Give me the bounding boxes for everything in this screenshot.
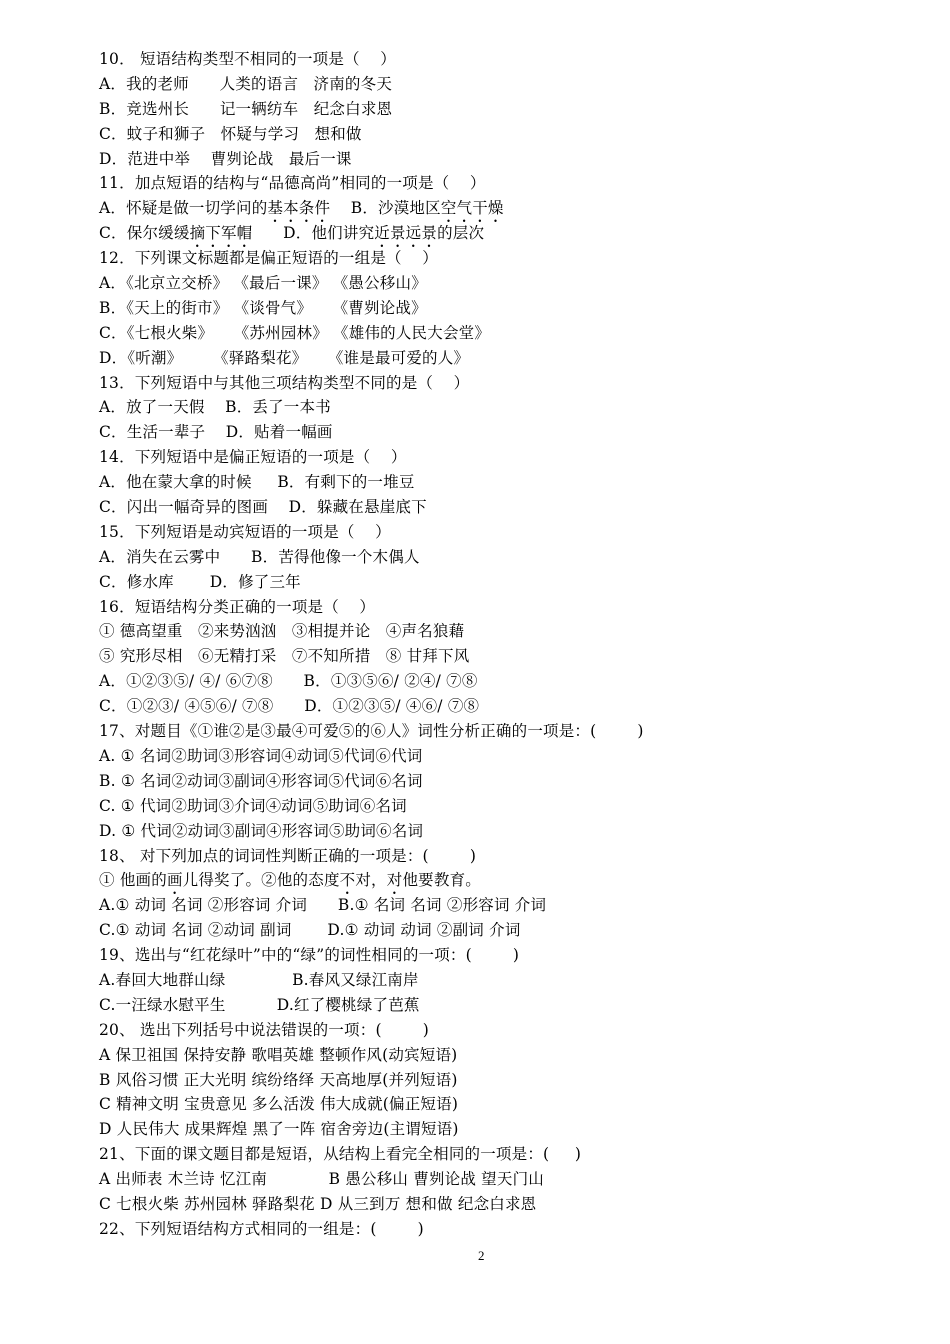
- text-segment: 他要教育。: [402, 871, 481, 890]
- text-segment: 儿得奖了。②他的态度: [182, 871, 340, 890]
- text-line: A 保卫祖国 保持安静 歌唱英雄 整顿作风(动宾短语): [99, 1045, 458, 1064]
- text-line: A．消失在云雾中 B．苦得他像一个木偶人: [99, 547, 420, 566]
- text-segment: ① 他画的: [99, 871, 167, 890]
- text-line: B．《天上的街市》 《谈骨气》 《曹刿论战》: [99, 298, 427, 317]
- text-line: C．修水库 D．修了三年: [99, 572, 301, 591]
- text-segment: D．他们讲究: [252, 224, 375, 243]
- document-body: [99, 47, 899, 1242]
- text-line: 17、对题目《①谁②是③最④可爱⑤的⑥人》词性分析正确的一项是：( ): [99, 722, 644, 741]
- text-line: 18、 对下列加点的词词性判断正确的一项是：( ): [99, 846, 477, 865]
- text-segment: 对，: [355, 871, 387, 890]
- emphasized-phrase: 摘下军帽: [189, 224, 253, 243]
- text-line: A 出师表 木兰诗 忆江南 B 愚公移山 曹刿论战 望天门山: [99, 1170, 544, 1189]
- text-line: C．生活一辈子 D．贴着一幅画: [99, 423, 333, 442]
- text-line: A．他在蒙大拿的时候 B．有剩下的一堆豆: [99, 473, 415, 492]
- text-line: D．《听潮》 《驿路梨花》 《谁是最可爱的人》: [99, 348, 470, 367]
- text-line: A．放了一天假 B．丢了一本书: [99, 398, 331, 417]
- text-line: 10． 短语结构类型不相同的一项是（ ）: [99, 50, 396, 68]
- text-line: C.① 动词 名词 ②动词 副词 D.① 动词 动词 ②副词 介词: [99, 921, 521, 940]
- text-line: C．闪出一幅奇异的图画 D．躲藏在悬崖底下: [99, 498, 427, 517]
- page-number: 2: [478, 1248, 485, 1263]
- text-line: 11．加点短语的结构与“品德高尚”相同的一项是（ ）: [99, 174, 486, 193]
- text-line: A.春回大地群山绿 B.春风又绿江南岸: [99, 970, 419, 989]
- text-line: 12．下列课文标题都是偏正短语的一组是（ ）: [99, 249, 438, 268]
- emphasized-phrase: 不: [339, 871, 356, 890]
- text-line: B. ① 名词②动词③副词④形容词⑤代词⑥名词: [99, 771, 423, 790]
- text-line: D 人民伟大 成果辉煌 黑了一阵 宿舍旁边(主谓短语): [99, 1120, 459, 1139]
- text-line: [99, 196, 899, 221]
- text-line: [99, 221, 899, 246]
- text-line: B．竞选州长 记一辆纺车 纪念白求恩: [99, 99, 393, 118]
- text-line: C．蚊子和狮子 怀疑与学习 想和做: [99, 124, 362, 143]
- text-line: ⑤ 究形尽相 ⑥无精打采 ⑦不知所措 ⑧ 甘拜下风: [99, 647, 470, 666]
- text-segment: C．保尔缓缓: [99, 224, 190, 243]
- text-line: 21、下面的课文题目都是短语，从结构上看完全相同的一项是：( ): [99, 1145, 582, 1164]
- emphasized-phrase: 基本条件: [267, 199, 331, 218]
- text-line: D. ① 代词②动词③副词④形容词⑤助词⑥名词: [99, 821, 424, 840]
- text-line: A．我的老师 人类的语言 济南的冬天: [99, 74, 393, 93]
- text-segment: B．沙漠地区: [330, 199, 441, 218]
- text-line: 13．下列短语中与其他三项结构类型不同的是（ ）: [99, 373, 470, 392]
- text-line: C 七根火柴 苏州园林 驿路梨花 D 从三到万 想和做 纪念白求恩: [99, 1194, 537, 1213]
- text-line: 16．短语结构分类正确的一项是（ ）: [99, 597, 376, 616]
- text-line: B 风俗习惯 正大光明 缤纷络绎 天高地厚(并列短语): [99, 1070, 458, 1089]
- text-line: A．《北京立交桥》 《最后一课》 《愚公移山》: [99, 274, 427, 293]
- emphasized-phrase: 近景远景: [374, 224, 438, 243]
- text-line: 14．下列短语中是偏正短语的一项是（ ）: [99, 448, 407, 467]
- text-line: [99, 868, 899, 893]
- text-line: C. ① 代词②助词③介词④动词⑤助词⑥名词: [99, 796, 407, 815]
- text-line: ① 德高望重 ②来势汹汹 ③相提并论 ④声名狼藉: [99, 622, 465, 641]
- text-line: C．《七根火柴》 《苏州园林》 《雄伟的人民大会堂》: [99, 323, 491, 342]
- text-line: A. ① 名词②助词③形容词④动词⑤代词⑥代词: [99, 746, 423, 765]
- text-segment: 的层次: [437, 224, 485, 243]
- text-line: C．①②③/ ④⑤⑥/ ⑦⑧ D．①②③⑤/ ④⑥/ ⑦⑧: [99, 697, 480, 716]
- text-line: 15．下列短语是动宾短语的一项是（ ）: [99, 522, 391, 541]
- text-line: C.一汪绿水慰平生 D.红了樱桃绿了芭蕉: [99, 995, 420, 1014]
- text-line: 22、下列短语结构方式相同的一组是：( ): [99, 1219, 424, 1238]
- text-line: A．①②③⑤/ ④/ ⑥⑦⑧ B．①③⑤⑥/ ②④/ ⑦⑧: [99, 672, 478, 691]
- emphasized-phrase: 对: [386, 871, 403, 890]
- text-line: 19、选出与“红花绿叶”中的“绿”的词性相同的一项：( ): [99, 946, 520, 965]
- text-line: D．范进中举 曹刿论战 最后一课: [99, 149, 352, 168]
- text-line: 20、 选出下列括号中说法错误的一项：( ): [99, 1020, 429, 1039]
- emphasized-phrase: 画: [166, 871, 183, 890]
- text-line: A.① 动词 名词 ②形容词 介词 B.① 名词 名词 ②形容词 介词: [99, 896, 547, 915]
- emphasized-phrase: 空气干燥: [440, 199, 504, 218]
- text-segment: A．怀疑是做一切学问的: [99, 199, 268, 218]
- text-line: C 精神文明 宝贵意见 多么活泼 伟大成就(偏正短语): [99, 1095, 459, 1114]
